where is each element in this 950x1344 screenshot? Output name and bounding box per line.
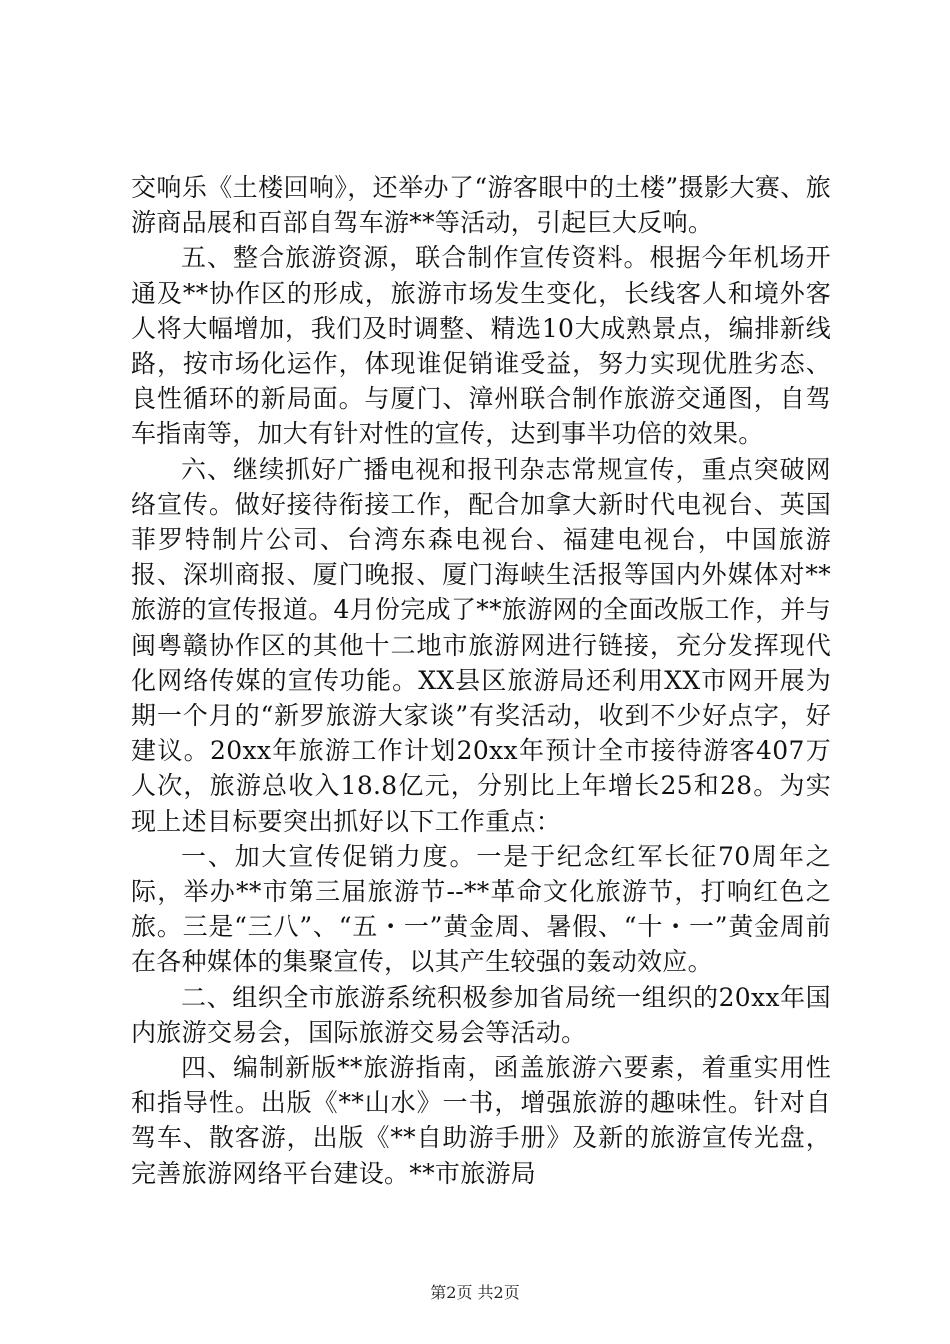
paragraph: 六、继续抓好广播电视和报刊杂志常规宣传，重点突破网络宣传。做好接待衔接工作，配合加拿大新时代电视台、英国菲罗特制片公司、台湾东森电视台、福建电视台，中国旅游报、深圳商报、厦门晚报、厦门海峡生活报等国内外媒体对**旅游的宣传报道。4月份完成了**旅游网的全面改版工作，并与闽粤赣协作区的其他十二地市旅游网进行链接，充分发挥现代化网络传媒的宣传功能。XX县区旅游局还利用XX市网开展为期一个月的“新罗旅游大家谈”有奖活动，收到不少好点字，好建议。20xx年旅游工作计划20xx年预计全市接待游客407万人次，旅游总收入18.8亿元，分别比上年增长25和28。为实现上述目标要突出抓好以下工作重点： (131, 454, 831, 836)
paragraph: 五、整合旅游资源，联合制作宣传资料。根据今年机场开通及**协作区的形成，旅游市场发生变化，长线客人和境外客人将大幅增加，我们及时调整、精选10大成熟景点，编排新线路，按市场化运作，体现谁促销谁受益，努力实现优胜劣态、良性循环的新局面。与厦门、漳州联合制作旅游交通图，自驾车指南等，加大有针对性的宣传，达到事半功倍的效果。 (131, 243, 831, 449)
page-number-footer: 第2页 共2页 (430, 1283, 520, 1302)
paragraph: 交响乐《土楼回响》，还举办了“游客眼中的土楼”摄影大赛、旅游商品展和百部自驾车游**等活动，引起巨大反响。 (131, 173, 831, 238)
paragraph: 一、加大宣传促销力度。一是于纪念红军长征70周年之际，举办**市第三届旅游节--**革命文化旅游节，打响红色之旅。三是“三八”、“五・一”黄金周、暑假、“十・一”黄金周前在各种媒体的集聚宣传，以其产生较强的轰动效应。 (131, 841, 831, 977)
paragraph: 二、组织全市旅游系统积极参加省局统一组织的20xx年国内旅游交易会，国际旅游交易会等活动。 (131, 982, 831, 1047)
document-body (131, 170, 831, 1191)
paragraph: 四、编制新版**旅游指南，函盖旅游六要素，着重实用性和指导性。出版《**山水》一书，增强旅游的趣味性。针对自驾车、散客游，出版《**自助游手册》及新的旅游宣传光盘，完善旅游网络平台建设。**市旅游局 (131, 1053, 831, 1188)
